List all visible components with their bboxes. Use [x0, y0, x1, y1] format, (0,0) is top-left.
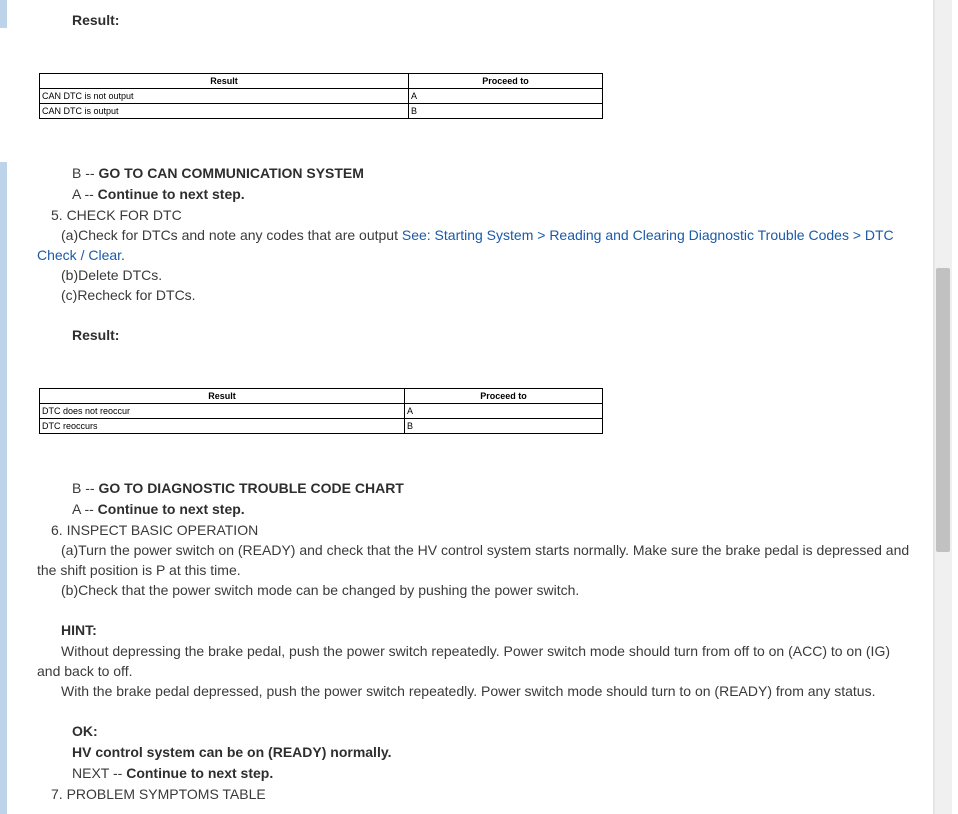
- branch-b-prefix: B --: [72, 165, 99, 181]
- hint-text-1: Without depressing the brake pedal, push the power switch repeatedly. Power switch mode should turn from off to on (ACC) to on (IG) and back to off.: [37, 643, 891, 679]
- dtc-recheck-result-table: [39, 388, 603, 434]
- step-5a-text: [37, 225, 907, 265]
- result-label: Result:: [72, 327, 120, 343]
- step-5c-text: (c)Recheck for DTCs.: [61, 287, 196, 303]
- dtc-check-clear-link[interactable]: See: Starting System > Reading and Clearing Diagnostic Trouble Codes > DTC Check / Clear: [37, 227, 894, 263]
- left-panel-strip: [0, 162, 7, 814]
- next-action: Continue to next step.: [126, 765, 274, 781]
- table-cell: DTC does not reoccur: [40, 404, 405, 419]
- step-5a-instruction: (a)Check for DTCs and note any codes that are output: [61, 227, 402, 243]
- ok-criteria: HV control system can be on (READY) normally.: [72, 744, 392, 760]
- branch-a-action: Continue to next step.: [97, 186, 245, 202]
- branch-b-line: [72, 478, 404, 498]
- table-row: [40, 89, 603, 104]
- table-row: [40, 104, 603, 119]
- branch-a-action: Continue to next step.: [97, 501, 245, 517]
- hint-label: HINT:: [61, 622, 97, 638]
- left-panel-edge: [0, 0, 7, 814]
- hint-text-2: With the brake pedal depressed, push the power switch repeatedly. Power switch mode should turn to on (READY) from any status.: [61, 683, 876, 699]
- ok-label: OK:: [72, 723, 98, 739]
- table-header-result: Result: [40, 74, 409, 89]
- step-6b-text: (b)Check that the power switch mode can be changed by pushing the power switch.: [61, 582, 580, 598]
- branch-b-prefix: B --: [72, 480, 99, 496]
- branch-b-action: GO TO CAN COMMUNICATION SYSTEM: [98, 165, 364, 181]
- step-7-title: 7. PROBLEM SYMPTOMS TABLE: [51, 786, 266, 802]
- branch-b-action: GO TO DIAGNOSTIC TROUBLE CODE CHART: [98, 480, 404, 496]
- scrollbar-thumb[interactable]: [936, 268, 950, 552]
- step-5-title: 5. CHECK FOR DTC: [51, 207, 182, 223]
- branch-a-prefix: A --: [72, 501, 98, 517]
- next-prefix: NEXT --: [72, 765, 127, 781]
- step-6-title: 6. INSPECT BASIC OPERATION: [51, 522, 259, 538]
- table-cell: CAN DTC is not output: [40, 89, 409, 104]
- branch-b-line: [72, 163, 364, 183]
- step-6a-text: (a)Turn the power switch on (READY) and check that the HV control system starts normally. Make sure the brake pedal is depressed and the shift position is P at this time.: [37, 542, 910, 578]
- branch-a-line: [72, 499, 245, 519]
- table-cell: CAN DTC is output: [40, 104, 409, 119]
- table-cell: DTC reoccurs: [40, 419, 405, 434]
- table-cell: A: [405, 404, 603, 419]
- branch-a-prefix: A --: [72, 186, 98, 202]
- table-row: [40, 404, 603, 419]
- branch-a-line: [72, 184, 245, 204]
- step-5b-text: (b)Delete DTCs.: [61, 267, 163, 283]
- table-row: [40, 419, 603, 434]
- document-content: [7, 0, 934, 814]
- table-header-proceed: Proceed to: [405, 389, 603, 404]
- step-5a-period: .: [121, 247, 125, 263]
- next-line: [72, 763, 273, 783]
- table-cell: B: [409, 104, 603, 119]
- result-label: Result:: [72, 12, 120, 28]
- table-header-result: Result: [40, 389, 405, 404]
- can-dtc-result-table: [39, 73, 603, 119]
- table-header-proceed: Proceed to: [409, 74, 603, 89]
- left-panel-strip: [0, 0, 7, 28]
- table-cell: B: [405, 419, 603, 434]
- right-edge: [952, 0, 958, 814]
- table-cell: A: [409, 89, 603, 104]
